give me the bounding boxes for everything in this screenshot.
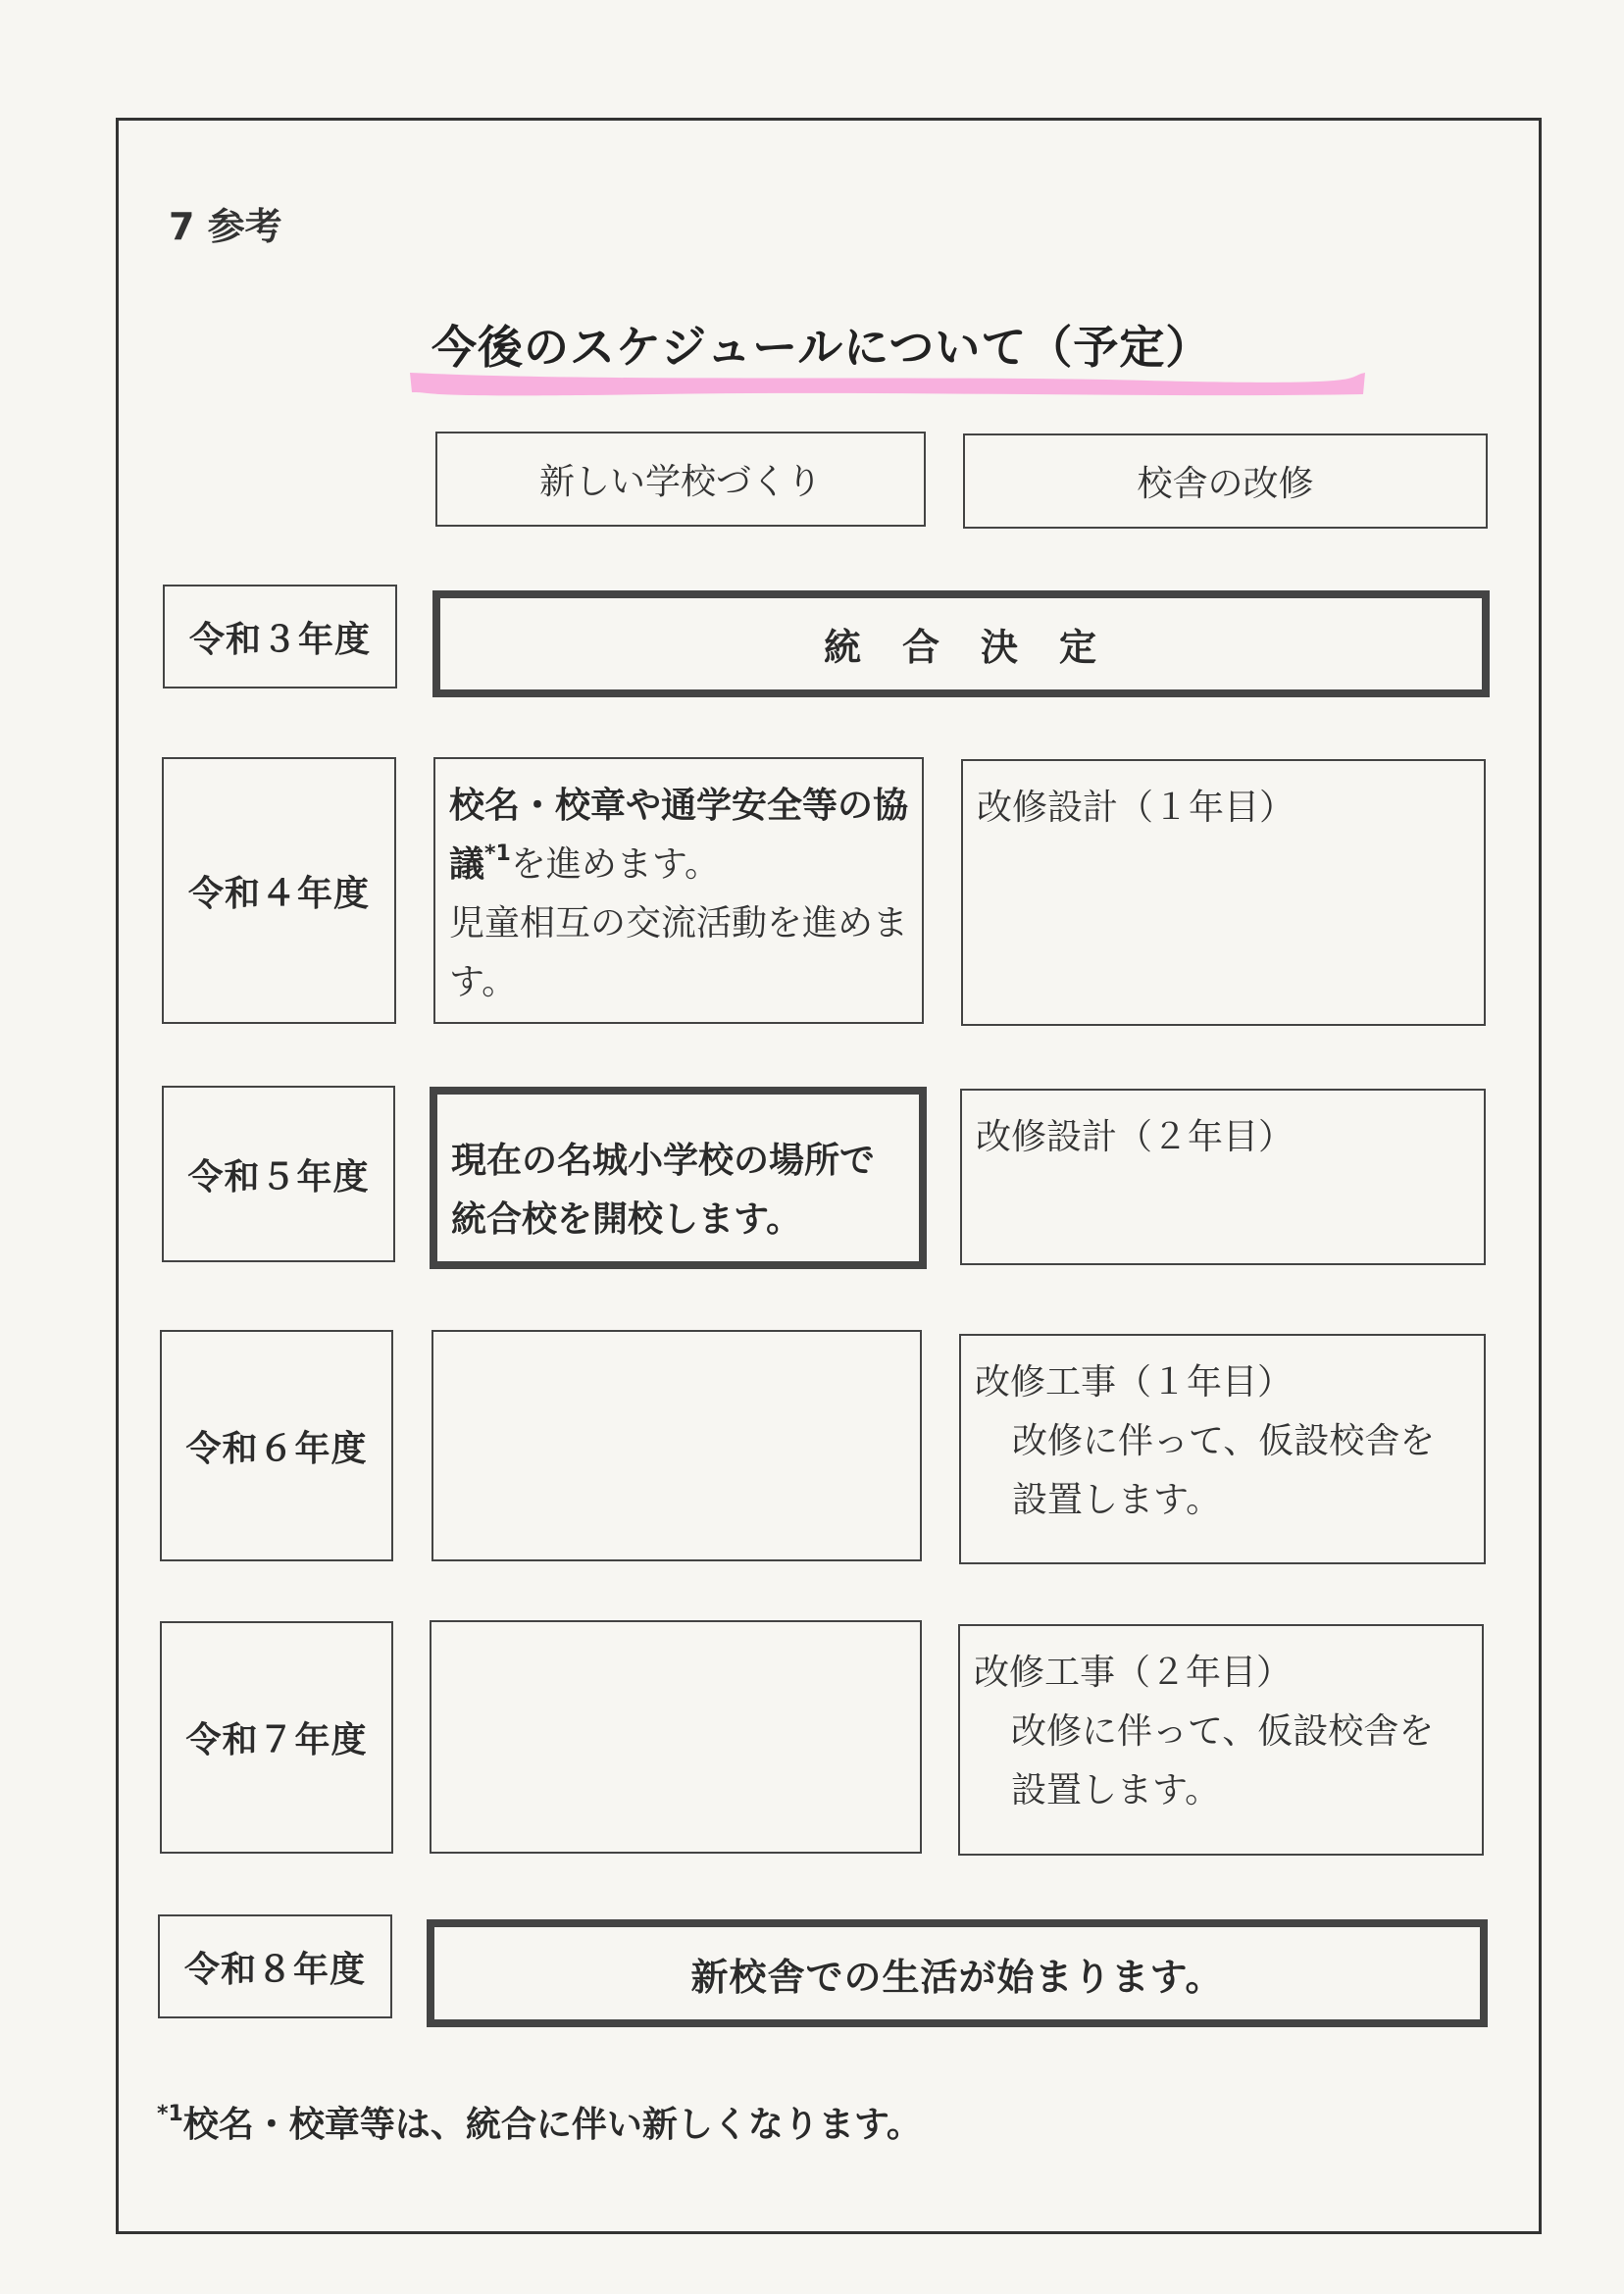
footnote-ref-1: *1 bbox=[484, 841, 511, 866]
merged-cell-integration-decision: 統 合 決 定 bbox=[432, 590, 1490, 697]
footnote bbox=[157, 2097, 922, 2147]
year-label-r3: 令和３年度 bbox=[163, 585, 397, 688]
cell-r6-renovation bbox=[959, 1334, 1486, 1564]
r7-right-detail: 改修に伴って、仮設校舎を設置します。 bbox=[1011, 1711, 1435, 1810]
cell-r6-new-school-empty bbox=[431, 1330, 922, 1561]
year-label-r4: 令和４年度 bbox=[162, 757, 396, 1024]
r6-right-detail: 改修に伴って、仮設校舎を設置します。 bbox=[1012, 1421, 1436, 1520]
r4-left-after-text: を進めます。 bbox=[510, 844, 720, 885]
year-label-r7: 令和７年度 bbox=[160, 1621, 393, 1854]
column-header-new-school: 新しい学校づくり bbox=[435, 432, 926, 527]
r6-right-title: 改修工事（１年目） bbox=[975, 1362, 1294, 1402]
cell-r5-renovation bbox=[960, 1089, 1486, 1265]
r7-right-title: 改修工事（２年目） bbox=[974, 1653, 1293, 1693]
cell-r7-renovation bbox=[958, 1624, 1484, 1856]
year-label-r5: 令和５年度 bbox=[162, 1086, 395, 1262]
merged-cell-new-building-life: 新校舎での生活が始まります。 bbox=[427, 1919, 1488, 2027]
page-title: 今後のスケジュールについて（予定） bbox=[431, 321, 1212, 374]
cell-r4-renovation bbox=[961, 759, 1486, 1026]
r4-right-text: 改修設計（１年目） bbox=[977, 788, 1295, 828]
column-header-renovation: 校舎の改修 bbox=[963, 433, 1488, 529]
r5-right-text: 改修設計（２年目） bbox=[976, 1117, 1294, 1157]
r4-left-rest-text: 児童相互の交流活動を進めます。 bbox=[449, 903, 909, 1002]
r4-left-bold-text: 校名・校章や通学安全等の協議 bbox=[449, 786, 909, 885]
year-label-r6: 令和６年度 bbox=[160, 1330, 393, 1561]
cell-r5-new-school-highlight: 現在の名城小学校の場所で統合校を開校します。 bbox=[430, 1087, 927, 1269]
section-label: 7 参考 bbox=[169, 205, 282, 248]
cell-r4-new-school bbox=[433, 757, 924, 1024]
footnote-mark: *1 bbox=[157, 2102, 183, 2126]
cell-r7-new-school-empty bbox=[430, 1620, 922, 1854]
footnote-text: 校名・校章等は、統合に伴い新しくなります。 bbox=[182, 2105, 922, 2145]
year-label-r8: 令和８年度 bbox=[158, 1914, 392, 2018]
